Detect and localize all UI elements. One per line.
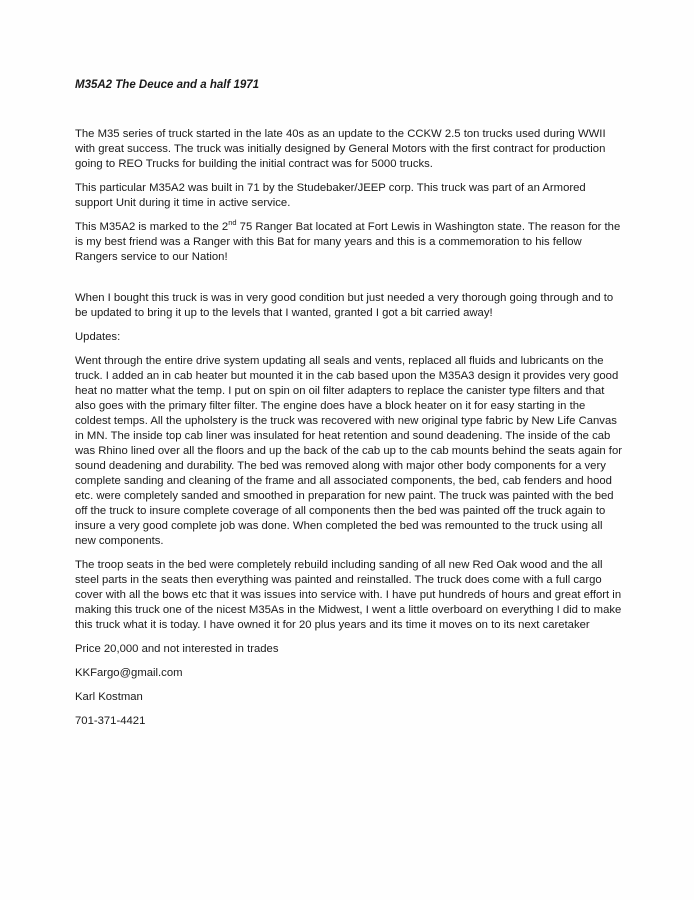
ordinal-suffix: nd xyxy=(228,218,237,228)
contact-name: Karl Kostman xyxy=(75,691,143,703)
history-paragraph: The M35 series of truck started in the late 40s as an update to the CCKW 2.5 ton trucks used during WWII with great success. The truck was initially designed by General Motors with the first contract for production going to REO Trucks for building the initial contract was for 5000 trucks. xyxy=(75,128,606,170)
dedication-text-start: This M35A2 is marked to the 2 xyxy=(75,221,229,233)
contact-phone: 701-371-4421 xyxy=(75,715,146,727)
contact-email: KKFargo@gmail.com xyxy=(75,667,183,679)
document-title: M35A2 The Deuce and a half 1971 xyxy=(75,79,260,91)
dedication-paragraph xyxy=(75,220,623,265)
dedication-text-end: 75 Ranger Bat located at Fort Lewis in Washington state. The reason for the is my best friend was a Ranger with this Bat for many years and this is a commemoration to his fellow Rangers service to our Nation! xyxy=(75,221,621,263)
price-line: Price 20,000 and not interested in trades xyxy=(75,643,279,655)
seats-paragraph: The troop seats in the bed were completely rebuild including sanding of all new Red Oak wood and the all steel parts in the seats then everything was painted and reinstalled. The truck does come with a full cargo cover with all the bows etc that it was issues into service with. I have put hundreds of hours and great effort in making this truck one of the nicest M35As in the Midwest, I went a little overboard on everything I did to make this truck what it is today. I have owned it for 20 plus years and its time it moves on to its next caretaker xyxy=(75,559,622,631)
condition-paragraph: When I bought this truck is was in very good condition but just needed a very thorough going through and to be updated to bring it up to the levels that I wanted, granted I got a bit carried away! xyxy=(75,292,614,319)
updates-paragraph: Went through the entire drive system updating all seals and vents, replaced all fluids and lubricants on the truck. I added an in cab heater but mounted it in the cab based upon the M35A3 design it provides very good heat no matter what the temp. I put on spin on oil filter adapters to replace the canister type filters and that also goes with the primary filter filter. The engine does have a block heater on it for easy starting in the coldest temps. All the upholstery is the truck was recovered with new original type fabric by New Life Canvas in MN. The inside top cab liner was insulated for heat retention and sound deadening. The inside of the cab was Rhino lined over all the floors and up the back of the cab up to the cab mounts behind the seats again for sound deadening and durability. The bed was removed along with major other body components for a very complete sanding and cleaning of the frame and all associated components, the bed, cab fenders and hood etc. were completely sanded and smoothed in preparation for new paint. The truck was painted with the bed off the truck to insure complete coverage of all components then the bed was painted off the truck again to insure a very good complete job was done. When completed the bed was remounted to the truck using all new components. xyxy=(75,355,622,547)
build-paragraph: This particular M35A2 was built in 71 by the Studebaker/JEEP corp. This truck was part of an Armored support Unit during it time in active service. xyxy=(75,182,586,209)
updates-heading: Updates: xyxy=(75,331,121,343)
document-body xyxy=(75,78,623,738)
